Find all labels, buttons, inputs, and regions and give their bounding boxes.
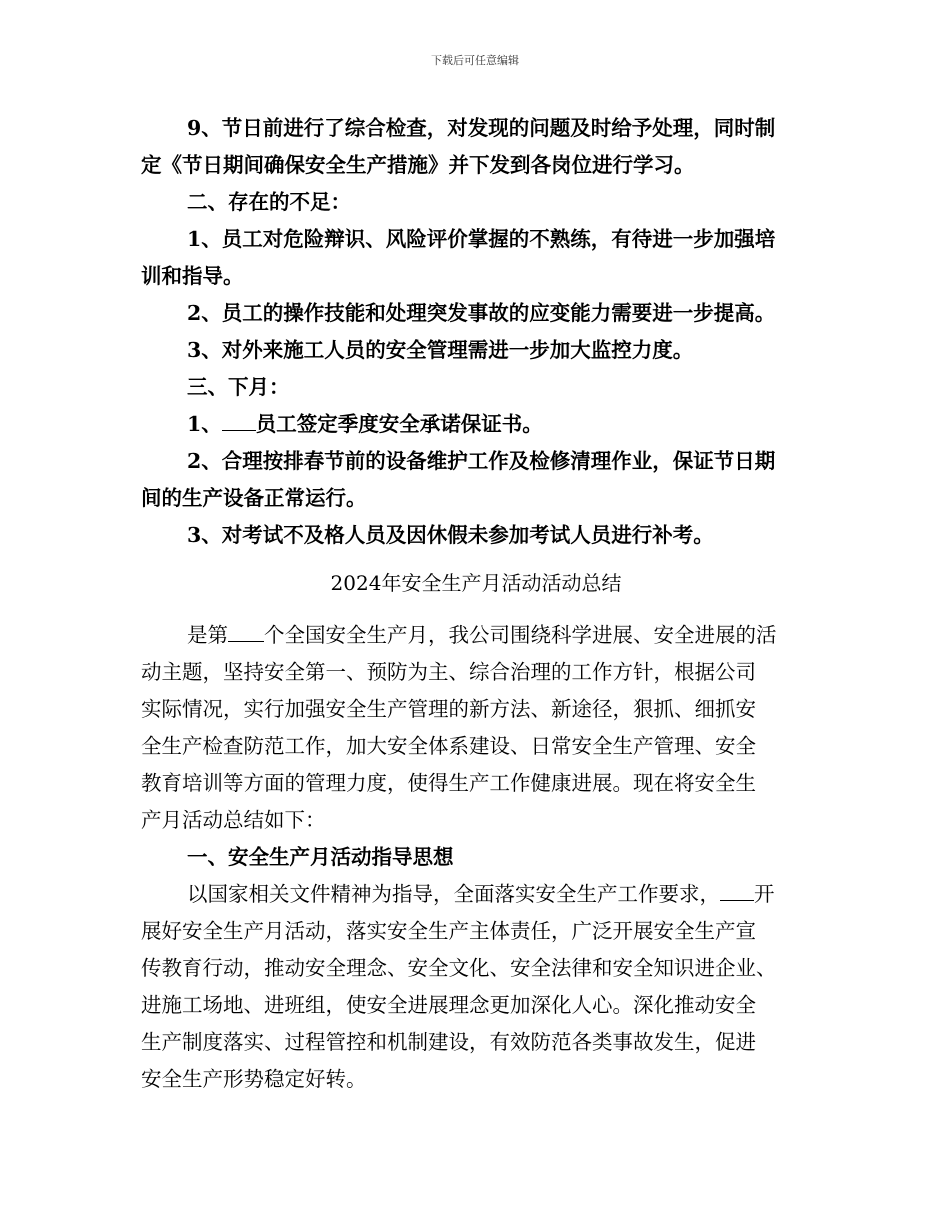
item-9-line-1: 9、节日前进行了综合检查，对发现的问题及时给予处理，同时制	[187, 116, 776, 140]
paragraph-2-line-6: 安全生产形势稳定好转。	[141, 1067, 367, 1091]
next-month-item-3: 3、对考试不及格人员及因休假未参加考试人员进行补考。	[187, 523, 714, 547]
paragraph-1-line-6: 产月活动总结如下：	[141, 808, 326, 832]
next-month-item-2-line-1: 2、合理按排春节前的设备维护工作及检修清理作业，保证节日期	[187, 449, 776, 473]
paragraph-1-line-4: 全生产检查防范工作，加大安全体系建设、日常安全生产管理、安全	[141, 734, 756, 758]
paragraph-1-line-2: 动主题，坚持安全第一、预防为主、综合治理的工作方针，根据公司	[141, 660, 756, 684]
fill-in-blank	[228, 623, 264, 642]
next-month-item-1-suffix: 员工签定季度安全承诺保证书。	[255, 412, 543, 436]
shortcoming-1-line-2: 训和指导。	[141, 264, 244, 288]
heading-shortcomings: 二、存在的不足：	[187, 190, 351, 214]
paragraph-2-line-1	[141, 882, 857, 906]
fill-in-blank	[222, 412, 256, 431]
paragraph-2-line-4: 进施工场地、进班组，使安全进展理念更加深化人心。深化推动安全	[141, 993, 756, 1017]
shortcoming-2: 2、员工的操作技能和处理突发事故的应变能力需要进一步提高。	[187, 301, 776, 325]
document-title: 2024年安全生产月活动活动总结	[330, 571, 622, 595]
next-month-item-1-prefix: 1、	[187, 412, 222, 436]
paragraph-1-line-3: 实际情况，实行加强安全生产管理的新方法、新途径，狠抓、细抓安	[141, 697, 756, 721]
paragraph-1-line-5: 教育培训等方面的管理力度，使得生产工作健康进展。现在将安全生	[141, 771, 756, 795]
paragraph-2-line-2: 展好安全生产月活动，落实安全生产主体责任，广泛开展安全生产宣	[141, 919, 756, 943]
fill-in-blank	[720, 882, 754, 901]
paragraph-2-line-3: 传教育行动，推动安全理念、安全文化、安全法律和安全知识进企业、	[141, 956, 777, 980]
paragraph-2-line-1-start: 以国家相关文件精神为指导，全面落实安全生产工作要求，	[187, 882, 720, 906]
paragraph-1-prefix: 是第	[187, 623, 228, 647]
next-month-item-1	[141, 412, 857, 436]
next-month-item-2-line-2: 间的生产设备正常运行。	[141, 486, 367, 510]
shortcoming-1-line-1: 1、员工对危险辩识、风险评价掌握的不熟练，有待进一步加强培	[187, 227, 776, 251]
item-9-line-2: 定《节日期间确保安全生产措施》并下发到各岗位进行学习。	[141, 153, 695, 177]
page-header: 下载后可任意编辑	[431, 54, 519, 67]
heading-guiding-ideology: 一、安全生产月活动指导思想	[187, 845, 454, 869]
heading-next-month: 三、下月：	[187, 375, 290, 399]
paragraph-1-line-1	[141, 623, 857, 647]
paragraph-2-line-5: 生产制度落实、过程管控和机制建设，有效防范各类事故发生，促进	[141, 1030, 756, 1054]
paragraph-1-line-1-rest: 个全国安全生产月，我公司围绕科学进展、安全进展的活	[264, 623, 777, 647]
shortcoming-3: 3、对外来施工人员的安全管理需进一步加大监控力度。	[187, 338, 694, 362]
paragraph-2-line-1-end: 开	[754, 882, 775, 906]
